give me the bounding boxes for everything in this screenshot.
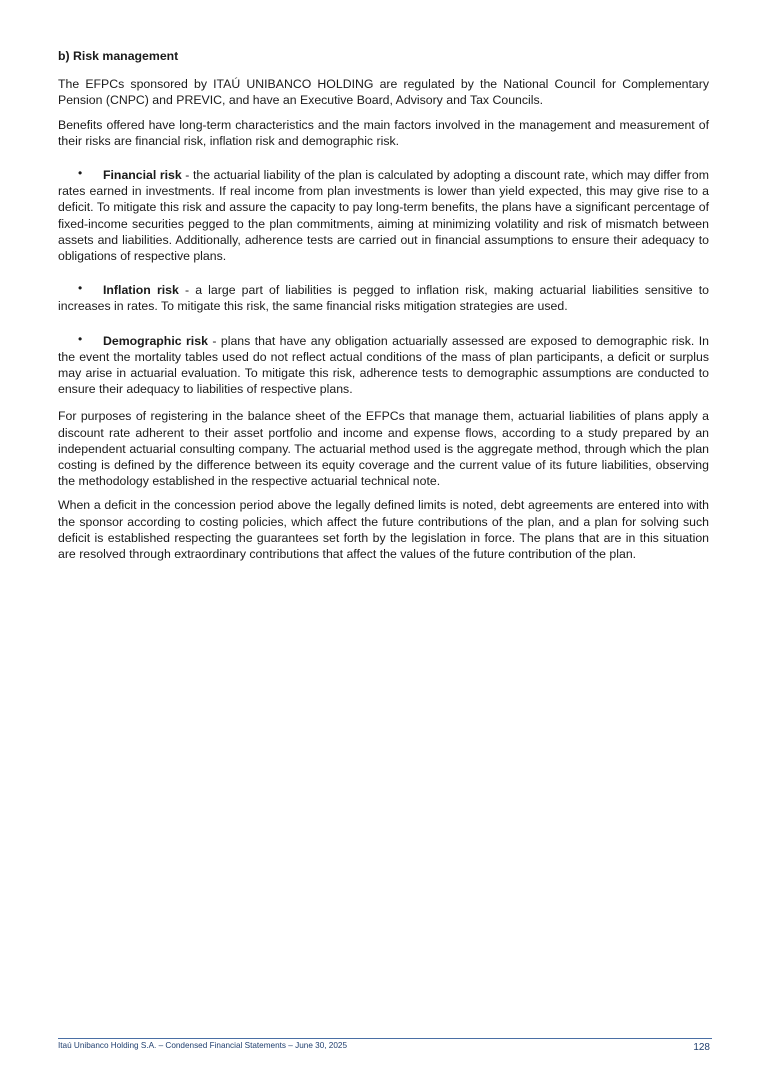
footer-divider bbox=[58, 1038, 712, 1039]
bullet-text: - plans that have any obligation actuarially assessed are exposed to demographic risk. In the event the mortality tables used do not reflect actual conditions of the mass of plan participants, a deficit or surplus may arise in actuarial evaluation. To mitigate this risk, adherence tests to demographic assumptions are conducted to ensure their adequacy to liabilities of respective plans. bbox=[58, 333, 709, 397]
bullet-term: Financial risk bbox=[103, 168, 182, 183]
bullet-item-financial-risk bbox=[58, 165, 709, 264]
bullet-dot-icon: • bbox=[78, 166, 83, 181]
bullet-text: - a large part of liabilities is pegged to inflation risk, making actuarial liabilities sensitive to increases in rates. To mitigate this risk, the same financial risks mitigation strategies are used. bbox=[58, 283, 710, 314]
bullet-text: - the actuarial liability of the plan is calculated by adopting a discount rate, which may differ from rates earned in investments. If real income from plan investments is lower than yield expected, this may give rise to a deficit. To mitigate this risk and assure the capacity to pay long-term benefits, the plans have a significant percentage of fixed-income securities pegged to the plan commitments, aiming at minimizing volatility and risk of mismatch between assets and liabilities. Additionally, adherence tests are carried out in financial assumptions to ensure their adequacy to obligations of respective plans. bbox=[58, 168, 709, 264]
intro-paragraph: The EFPCs sponsored by ITAÚ UNIBANCO HOLDING are regulated by the National Council for Complementary Pension (CNPC) and PREVIC, and have an Executive Board, Advisory and Tax Councils. bbox=[58, 77, 709, 108]
section-heading: b) Risk management bbox=[58, 49, 179, 63]
document-body bbox=[58, 48, 709, 570]
bullet-item-demographic-risk bbox=[58, 331, 709, 398]
closing-paragraph: For purposes of registering in the balance sheet of the EFPCs that manage them, actuarial liabilities of plans apply a discount rate adherent to their asset portfolio and income and expense flows, according to a study prepared by an independent actuarial consulting company. The actuarial method used is the aggregate method, through which the plan costing is defined by the difference between its equity coverage and the current value of its future liabilities, observing the methodology established in the respective actuarial technical note. bbox=[58, 409, 709, 489]
bullet-dot-icon: • bbox=[78, 331, 83, 346]
bullet-term: Demographic risk bbox=[103, 333, 208, 348]
bullet-dot-icon: • bbox=[78, 281, 83, 296]
bullet-term: Inflation risk bbox=[103, 283, 179, 298]
footer-document-title: Itaú Unibanco Holding S.A. – Condensed Financial Statements – June 30, 2025 bbox=[58, 1041, 348, 1050]
closing-paragraph: When a deficit in the concession period above the legally defined limits is noted, debt agreements are entered into with the sponsor according to costing policies, which affect the future contributions of the plan, and a plan for solving such deficit is established respecting the guarantees set forth by the legislation in force. The plans that are in this situation are resolved through extraordinary contributions that affect the values of the future contribution of the plan. bbox=[58, 498, 709, 562]
page-number: 128 bbox=[693, 1042, 710, 1053]
intro-paragraph: Benefits offered have long-term characteristics and the main factors involved in the management and measurement of their risks are financial risk, inflation risk and demographic risk. bbox=[58, 117, 709, 148]
bullet-item-inflation-risk bbox=[58, 280, 709, 314]
